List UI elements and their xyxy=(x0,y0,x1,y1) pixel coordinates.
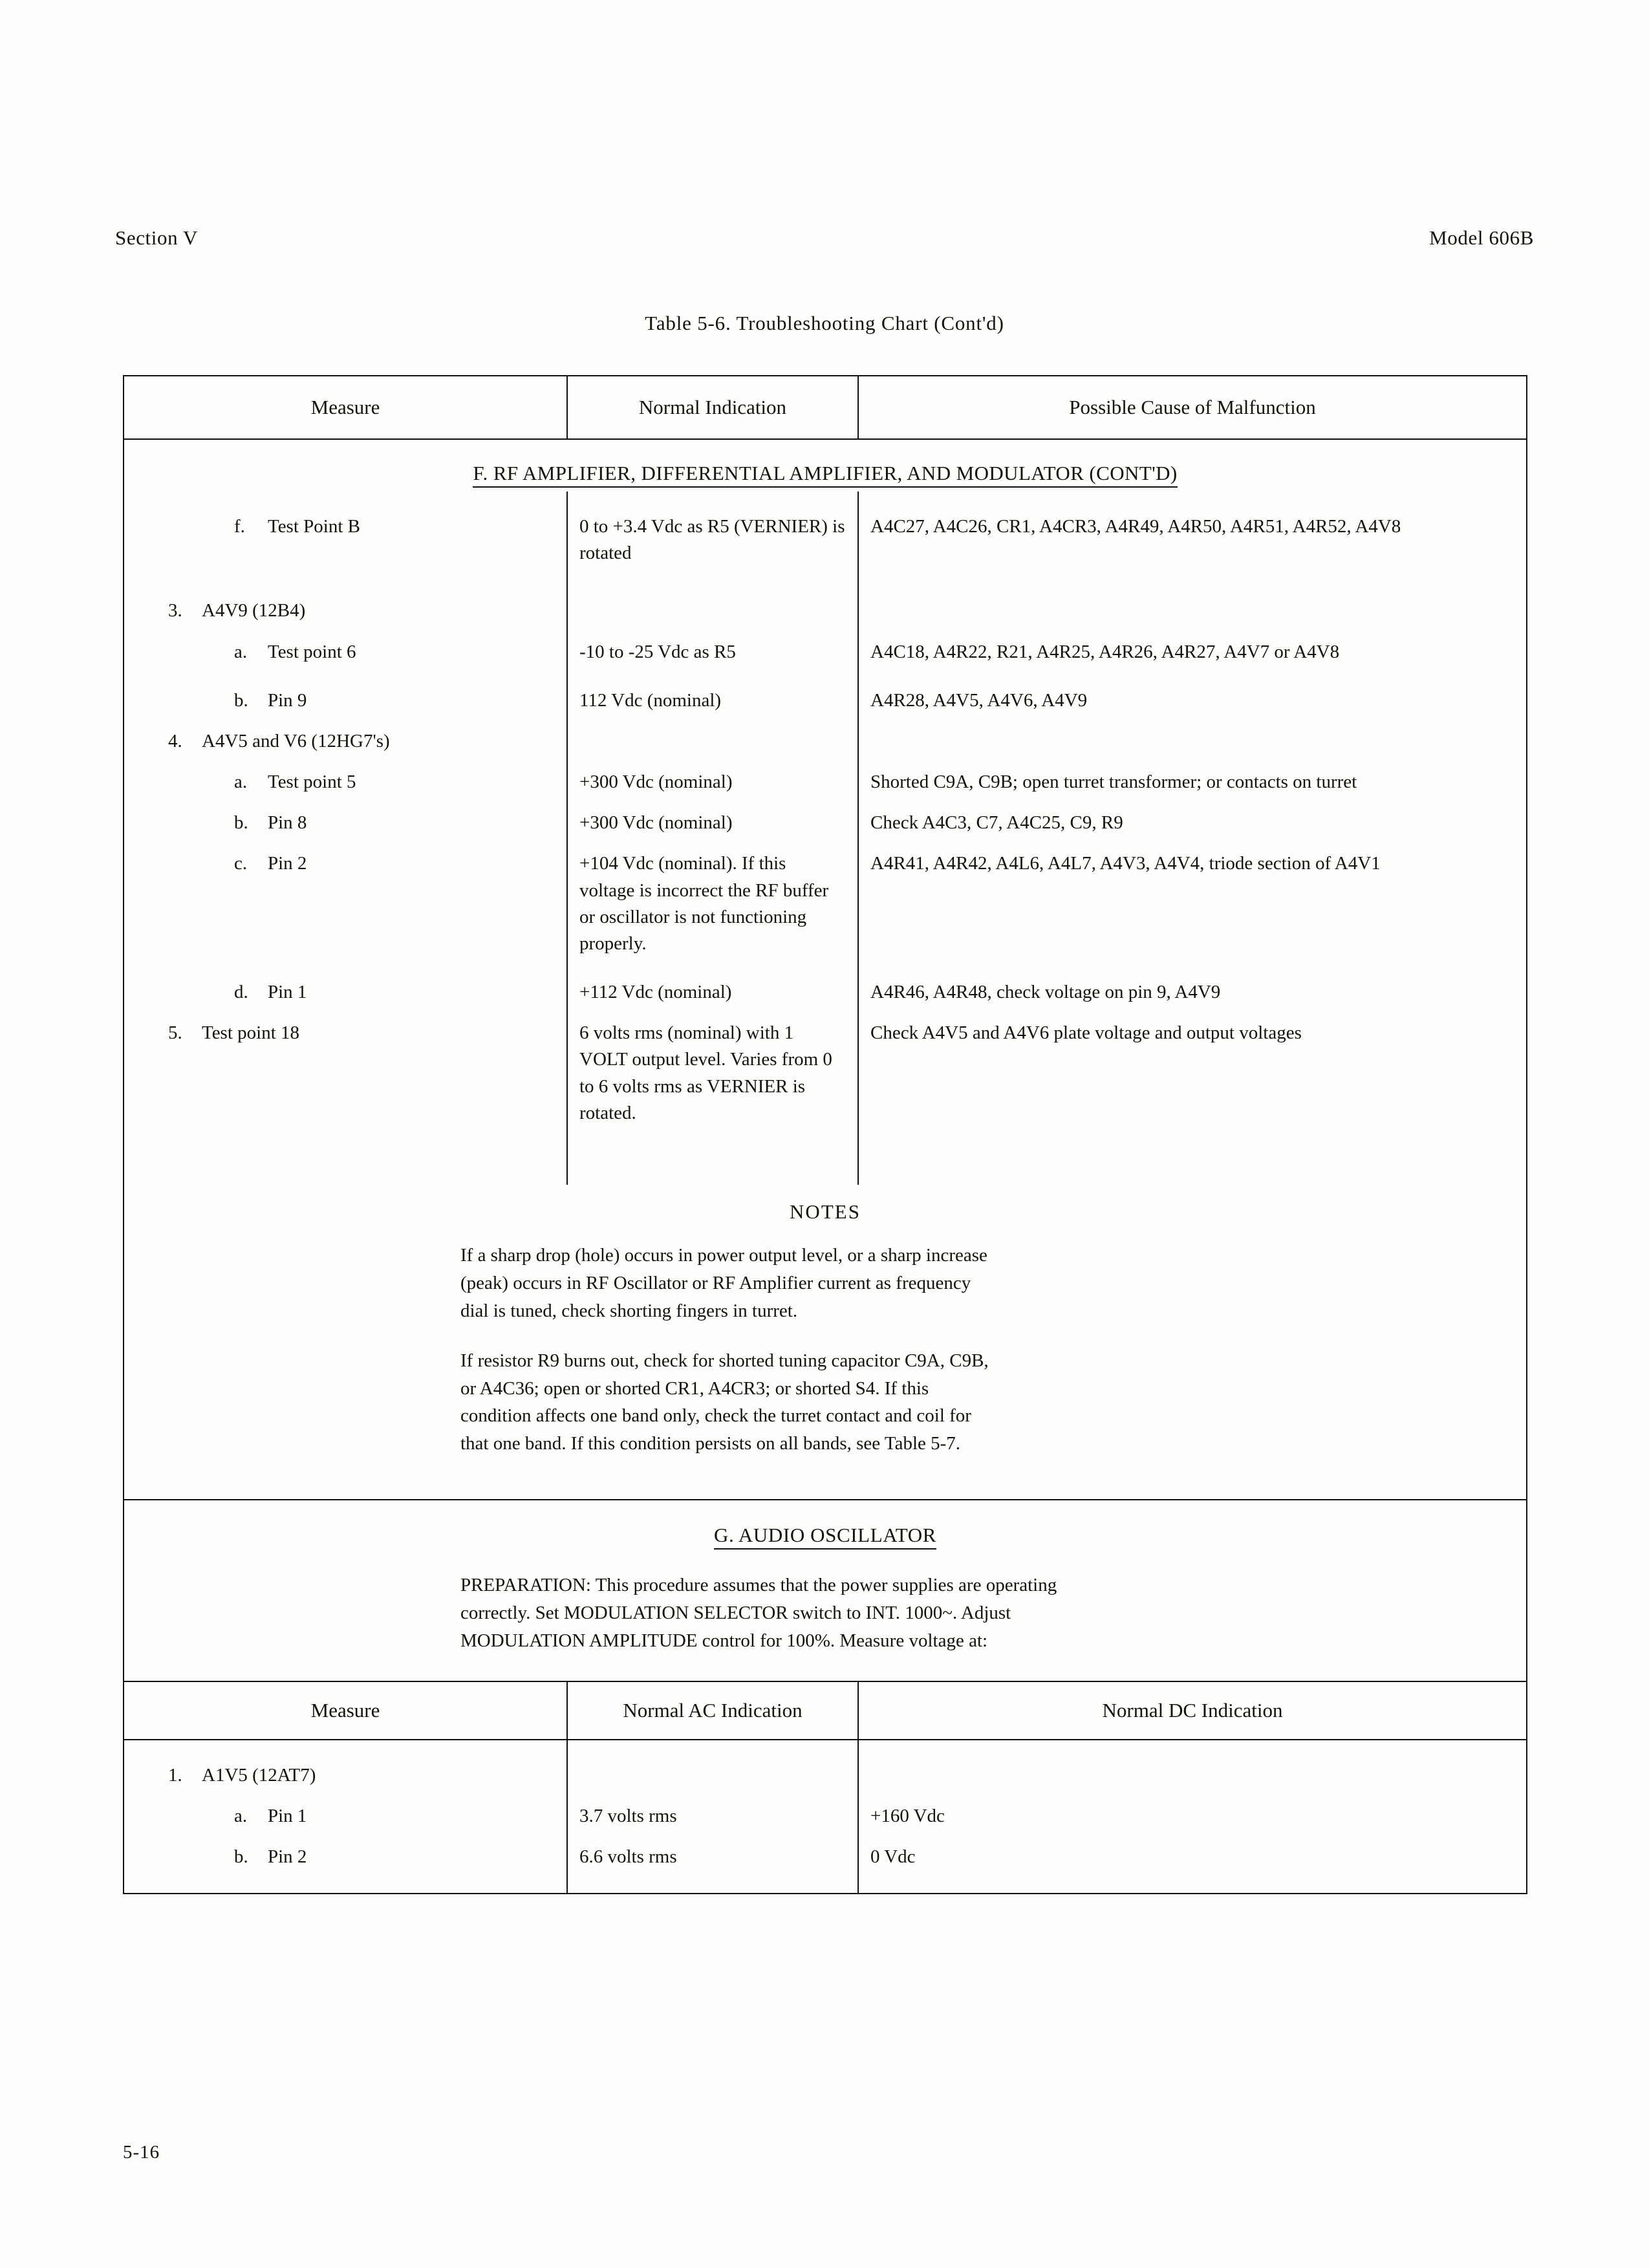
row-indication: 0 to +3.4 Vdc as R5 (VERNIER) is rotated xyxy=(566,513,857,567)
spacer xyxy=(124,957,1526,979)
table-row xyxy=(124,687,1526,714)
row-cause: Shorted C9A, C9B; open turret transformer; or contacts on turret xyxy=(857,769,1526,795)
spacer xyxy=(124,625,1526,639)
spacer xyxy=(124,1127,1526,1185)
table-row xyxy=(124,639,1526,665)
row-measure-text: Pin 1 xyxy=(268,1806,307,1827)
table-row xyxy=(124,769,1526,795)
spacer xyxy=(124,665,1526,687)
row-measure-text: A4V5 and V6 (12HG7's) xyxy=(202,730,390,751)
row-measure-text: Test point 18 xyxy=(202,1022,300,1044)
spacer xyxy=(124,755,1526,769)
row-indication xyxy=(566,598,857,624)
row-label: a. xyxy=(234,772,248,793)
row-measure-text: Pin 1 xyxy=(268,982,307,1003)
row-measure-text: Pin 2 xyxy=(268,853,307,874)
spacer xyxy=(124,491,1526,513)
row-cause: A4C18, A4R22, R21, A4R25, A4R26, A4R27, A4V7 or A4V8 xyxy=(857,639,1526,665)
table-row xyxy=(124,728,1526,755)
row-dc-indication: +160 Vdc xyxy=(857,1803,1526,1830)
row-measure-text: Pin 2 xyxy=(268,1846,307,1868)
section-g-body xyxy=(124,1500,1526,1682)
footer-column-header-measure: Measure xyxy=(310,1699,380,1722)
section-f-body xyxy=(124,440,1526,1500)
note-paragraph: If a sharp drop (hole) occurs in power output level, or a sharp increase (peak) occurs in RF Oscillator or RF Amplifier current as frequency dial is tuned, check shorting fingers in turret. xyxy=(460,1244,987,1321)
spacer xyxy=(124,1830,1526,1844)
column-header-measure: Measure xyxy=(310,396,380,418)
vertical-rule-1 xyxy=(566,491,568,1185)
table-row xyxy=(124,1020,1526,1127)
table-row xyxy=(124,1803,1526,1830)
row-measure-text: Test point 5 xyxy=(268,772,356,793)
row-cause: A4R28, A4V5, A4V6, A4V9 xyxy=(857,687,1526,714)
spacer xyxy=(124,836,1526,850)
row-label: a. xyxy=(234,1806,248,1827)
table-row xyxy=(124,598,1526,624)
row-indication: 112 Vdc (nominal) xyxy=(566,687,857,714)
row-measure-text: Pin 9 xyxy=(268,689,307,711)
row-label: c. xyxy=(234,853,248,874)
row-label: 5. xyxy=(168,1022,182,1044)
vertical-rule-4 xyxy=(857,1740,859,1893)
row-indication: -10 to -25 Vdc as R5 xyxy=(566,639,857,665)
spacer xyxy=(124,567,1526,598)
row-measure-text: A4V9 (12B4) xyxy=(202,600,306,621)
row-cause: A4R41, A4R42, A4L6, A4L7, A4V3, A4V4, triode section of A4V1 xyxy=(857,850,1526,957)
table-row xyxy=(124,979,1526,1006)
row-label: d. xyxy=(234,982,248,1003)
spacer xyxy=(124,1006,1526,1020)
footer-column-header-ac: Normal AC Indication xyxy=(566,1682,857,1739)
footer-rows-container xyxy=(124,1740,1526,1893)
row-measure xyxy=(124,1020,566,1127)
row-label: b. xyxy=(234,689,248,711)
row-ac-indication xyxy=(566,1762,857,1789)
row-label: 4. xyxy=(168,730,182,751)
row-cause xyxy=(857,598,1526,624)
row-measure xyxy=(124,810,566,836)
row-measure xyxy=(124,728,566,755)
row-label: 3. xyxy=(168,600,182,621)
table-header-row xyxy=(124,376,1526,440)
notes-body xyxy=(124,1224,991,1458)
row-measure xyxy=(124,850,566,957)
table-row xyxy=(124,850,1526,957)
table-caption: Table 5-6. Troubleshooting Chart (Cont'd) xyxy=(645,312,1004,334)
row-dc-indication xyxy=(857,1762,1526,1789)
row-measure xyxy=(124,1762,566,1789)
row-indication xyxy=(566,728,857,755)
row-indication: 6 volts rms (nominal) with 1 VOLT output level. Varies from 0 to 6 volts rms as VERNIER is rotated. xyxy=(566,1020,857,1127)
section-f-title xyxy=(124,440,1526,491)
spacer xyxy=(124,714,1526,728)
note-paragraph: If resistor R9 burns out, check for shorted tuning capacitor C9A, C9B, or A4C36; open or shorted CR1, A4CR3; or shorted S4. If this condition affects one band only, check the turret contact and coil for that one band. If this condition persists on all bands, see Table 5-7. xyxy=(460,1350,989,1454)
row-cause: Check A4V5 and A4V6 plate voltage and output voltages xyxy=(857,1020,1526,1127)
row-label: b. xyxy=(234,1846,248,1868)
section-f-title-text: F. RF AMPLIFIER, DIFFERENTIAL AMPLIFIER, AND MODULATOR (CONT'D) xyxy=(473,462,1177,488)
row-measure-text: Pin 8 xyxy=(268,812,307,834)
table-row xyxy=(124,1844,1526,1870)
spacer xyxy=(124,1871,1526,1893)
table-row xyxy=(124,810,1526,836)
row-measure xyxy=(124,687,566,714)
spacer xyxy=(124,1789,1526,1803)
row-ac-indication: 3.7 volts rms xyxy=(566,1803,857,1830)
section-g-title xyxy=(124,1500,1526,1552)
troubleshooting-table xyxy=(123,375,1527,1894)
footer-column-header-dc: Normal DC Indication xyxy=(857,1682,1526,1739)
table-row xyxy=(124,1762,1526,1789)
row-measure xyxy=(124,1803,566,1830)
header-section: Section V xyxy=(115,226,198,249)
row-measure xyxy=(124,1844,566,1870)
row-label: 1. xyxy=(168,1765,182,1786)
spacer xyxy=(124,795,1526,810)
spacer xyxy=(124,1480,1526,1499)
table-row xyxy=(124,513,1526,567)
preparation-text: PREPARATION: This procedure assumes that the power supplies are operating correctly. Set MODULATION SELECTOR switch to INT. 1000~. Adjust MODULATION AMPLITUDE control for 100%. Measure voltage at: xyxy=(460,1575,1057,1652)
vertical-rule-2 xyxy=(857,491,859,1185)
row-measure-text: Test Point B xyxy=(268,516,360,537)
row-measure xyxy=(124,513,566,567)
column-header-normal-indication: Normal Indication xyxy=(566,376,857,438)
column-header-possible-cause: Possible Cause of Malfunction xyxy=(857,376,1526,438)
section-f-rows-container xyxy=(124,491,1526,1185)
row-measure xyxy=(124,769,566,795)
row-cause: A4R46, A4R48, check voltage on pin 9, A4V9 xyxy=(857,979,1526,1006)
row-measure-text: A1V5 (12AT7) xyxy=(202,1765,316,1786)
row-indication: +112 Vdc (nominal) xyxy=(566,979,857,1006)
row-measure xyxy=(124,979,566,1006)
notes-title: NOTES xyxy=(790,1200,861,1223)
row-label: a. xyxy=(234,641,248,662)
page-number: 5-16 xyxy=(123,2142,160,2163)
section-g-title-text: G. AUDIO OSCILLATOR xyxy=(714,1524,936,1550)
row-cause: Check A4C3, C7, A4C25, C9, R9 xyxy=(857,810,1526,836)
row-measure xyxy=(124,639,566,665)
row-indication: +300 Vdc (nominal) xyxy=(566,769,857,795)
footer-header-row xyxy=(124,1682,1526,1740)
header-model: Model 606B xyxy=(1429,226,1534,249)
row-ac-indication: 6.6 volts rms xyxy=(566,1844,857,1870)
row-label: f. xyxy=(234,516,245,537)
row-indication: +104 Vdc (nominal). If this voltage is incorrect the RF buffer or oscillator is not functioning properly. xyxy=(566,850,857,957)
row-dc-indication: 0 Vdc xyxy=(857,1844,1526,1870)
row-label: b. xyxy=(234,812,248,834)
row-cause: A4C27, A4C26, CR1, A4CR3, A4R49, A4R50, A4R51, A4R52, A4V8 xyxy=(857,513,1526,567)
row-cause xyxy=(857,728,1526,755)
vertical-rule-3 xyxy=(566,1740,568,1893)
row-measure xyxy=(124,598,566,624)
row-indication: +300 Vdc (nominal) xyxy=(566,810,857,836)
spacer xyxy=(124,1740,1526,1762)
row-measure-text: Test point 6 xyxy=(268,641,356,662)
